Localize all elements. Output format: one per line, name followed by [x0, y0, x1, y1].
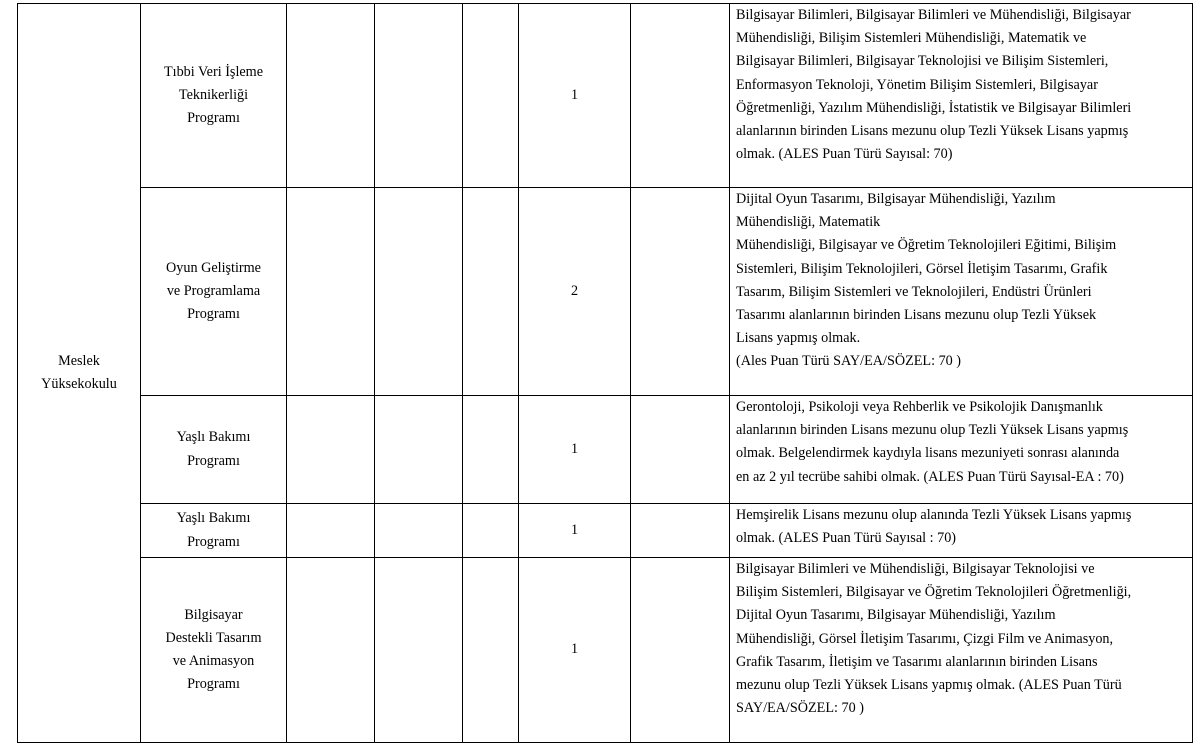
requirement-line: olmak. Belgelendirmek kaydıyla lisans mezuniyeti sonrası alanında: [736, 445, 1120, 462]
program-name-cell: [141, 396, 287, 504]
empty-cell: [287, 558, 375, 743]
requirements-cell: [730, 558, 1193, 743]
program-name-cell: [141, 188, 287, 396]
position-count: 2: [519, 188, 631, 396]
requirement-line: Enformasyon Teknoloji, Yönetim Bilişim Sistemleri, Bilgisayar: [736, 76, 1098, 93]
table-row: [18, 188, 1193, 396]
requirement-line: Sistemleri, Bilişim Teknolojileri, Görsel İletişim Tasarımı, Grafik: [736, 260, 1108, 277]
position-count: 1: [519, 4, 631, 188]
positions-table: [17, 3, 1193, 743]
requirement-line: Hemşirelik Lisans mezunu olup alanında Tezli Yüksek Lisans yapmış: [736, 507, 1132, 523]
program-name-cell: [141, 558, 287, 743]
program-name-line: Programı: [187, 676, 240, 693]
requirement-line: Mühendisliği, Bilgisayar ve Öğretim Teknolojileri Eğitimi, Bilişim: [736, 237, 1117, 254]
requirements-cell: [730, 396, 1193, 504]
table-row: [18, 396, 1193, 504]
requirements-cell: [730, 188, 1193, 396]
requirement-line: Öğretmenliği, Yazılım Mühendisliği, İstatistik ve Bilgisayar Bilimleri: [736, 99, 1132, 116]
empty-cell: [375, 504, 463, 558]
requirement-line: olmak. (ALES Puan Türü Sayısal: 70): [736, 146, 953, 163]
empty-cell: [375, 188, 463, 396]
requirement-line: Tasarımı alanlarının birinden Lisans mezunu olup Tezli Yüksek: [736, 307, 1097, 324]
program-name-line: Tıbbi Veri İşleme: [163, 63, 264, 80]
empty-cell: [463, 188, 519, 396]
empty-cell: [463, 558, 519, 743]
requirement-line: Dijital Oyun Tasarımı, Bilgisayar Mühendisliği, Yazılım: [736, 191, 1056, 207]
position-count: 1: [519, 558, 631, 743]
empty-cell: [287, 504, 375, 558]
requirement-line: Bilgisayar Bilimleri ve Mühendisliği, Bilgisayar Teknolojisi ve: [736, 561, 1095, 577]
requirement-line: Grafik Tasarım, İletişim ve Tasarımı alanlarının birinden Lisans: [736, 653, 1098, 670]
program-name-line: Yaşlı Bakımı: [176, 429, 251, 446]
requirement-line: Bilişim Sistemleri, Bilgisayar ve Öğretim Teknolojileri Öğretmenliği,: [736, 584, 1132, 601]
requirement-line: (Ales Puan Türü SAY/EA/SÖZEL: 70 ): [736, 353, 962, 370]
requirement-line: Bilgisayar Bilimleri, Bilgisayar Bilimleri ve Mühendisliği, Bilgisayar: [736, 7, 1131, 23]
table-row: [18, 504, 1193, 558]
empty-cell: [375, 558, 463, 743]
program-name-line: Bilgisayar: [184, 606, 243, 623]
empty-cell: [631, 188, 730, 396]
program-name-line: ve Animasyon: [172, 653, 255, 669]
program-name-line: Programı: [187, 306, 240, 323]
requirement-line: SAY/EA/SÖZEL: 70 ): [736, 700, 864, 717]
requirement-line: Tasarım, Bilişim Sistemleri ve Teknolojileri, Endüstri Ürünleri: [736, 283, 1092, 300]
empty-cell: [631, 558, 730, 743]
program-name-line: Yaşlı Bakımı: [176, 510, 251, 527]
requirement-line: Gerontoloji, Psikoloji veya Rehberlik ve Psikolojik Danışmanlık: [736, 399, 1103, 415]
empty-cell: [631, 4, 730, 188]
unit-name-line: Meslek: [58, 352, 100, 369]
requirement-line: en az 2 yıl tecrübe sahibi olmak. (ALES Puan Türü Sayısal-EA : 70): [736, 468, 1124, 485]
empty-cell: [375, 4, 463, 188]
program-name-cell: [141, 504, 287, 558]
requirement-line: Mühendisliği, Görsel İletişim Tasarımı, Çizgi Film ve Animasyon,: [736, 630, 1114, 647]
position-count: 1: [519, 504, 631, 558]
program-name-line: Teknikerliği: [178, 86, 249, 103]
program-name-line: ve Programlama: [166, 282, 261, 299]
empty-cell: [463, 396, 519, 504]
requirement-line: Mühendisliği, Matematik: [736, 214, 881, 231]
requirements-cell: [730, 504, 1193, 558]
requirement-line: alanlarının birinden Lisans mezunu olup Tezli Yüksek Lisans yapmış: [736, 123, 1129, 140]
requirements-cell: [730, 4, 1193, 188]
empty-cell: [631, 396, 730, 504]
unit-name-line: Yüksekokulu: [41, 376, 117, 392]
requirement-line: Lisans yapmış olmak.: [736, 330, 861, 347]
program-name-line: Destekli Tasarım: [165, 629, 262, 646]
program-name-line: Programı: [187, 533, 240, 550]
table-row: [18, 4, 1193, 188]
table-row: [18, 558, 1193, 743]
program-name-cell: [141, 4, 287, 188]
requirement-line: mezunu olup Tezli Yüksek Lisans yapmış olmak. (ALES Puan Türü: [736, 677, 1122, 694]
requirement-line: alanlarının birinden Lisans mezunu olup Tezli Yüksek Lisans yapmış: [736, 422, 1129, 439]
empty-cell: [375, 396, 463, 504]
requirement-line: Mühendisliği, Bilişim Sistemleri Mühendisliği, Matematik ve: [736, 30, 1087, 47]
empty-cell: [631, 504, 730, 558]
empty-cell: [287, 4, 375, 188]
unit-name-cell: [18, 4, 141, 743]
program-name-line: Programı: [187, 110, 240, 127]
empty-cell: [287, 396, 375, 504]
empty-cell: [463, 504, 519, 558]
requirement-line: olmak. (ALES Puan Türü Sayısal : 70): [736, 530, 957, 547]
program-name-line: Oyun Geliştirme: [166, 259, 261, 276]
requirement-line: Dijital Oyun Tasarımı, Bilgisayar Mühendisliği, Yazılım: [736, 607, 1056, 624]
empty-cell: [287, 188, 375, 396]
empty-cell: [463, 4, 519, 188]
requirement-line: Bilgisayar Bilimleri, Bilgisayar Teknolojisi ve Bilişim Sistemleri,: [736, 53, 1109, 70]
position-count: 1: [519, 396, 631, 504]
program-name-line: Programı: [187, 452, 240, 469]
